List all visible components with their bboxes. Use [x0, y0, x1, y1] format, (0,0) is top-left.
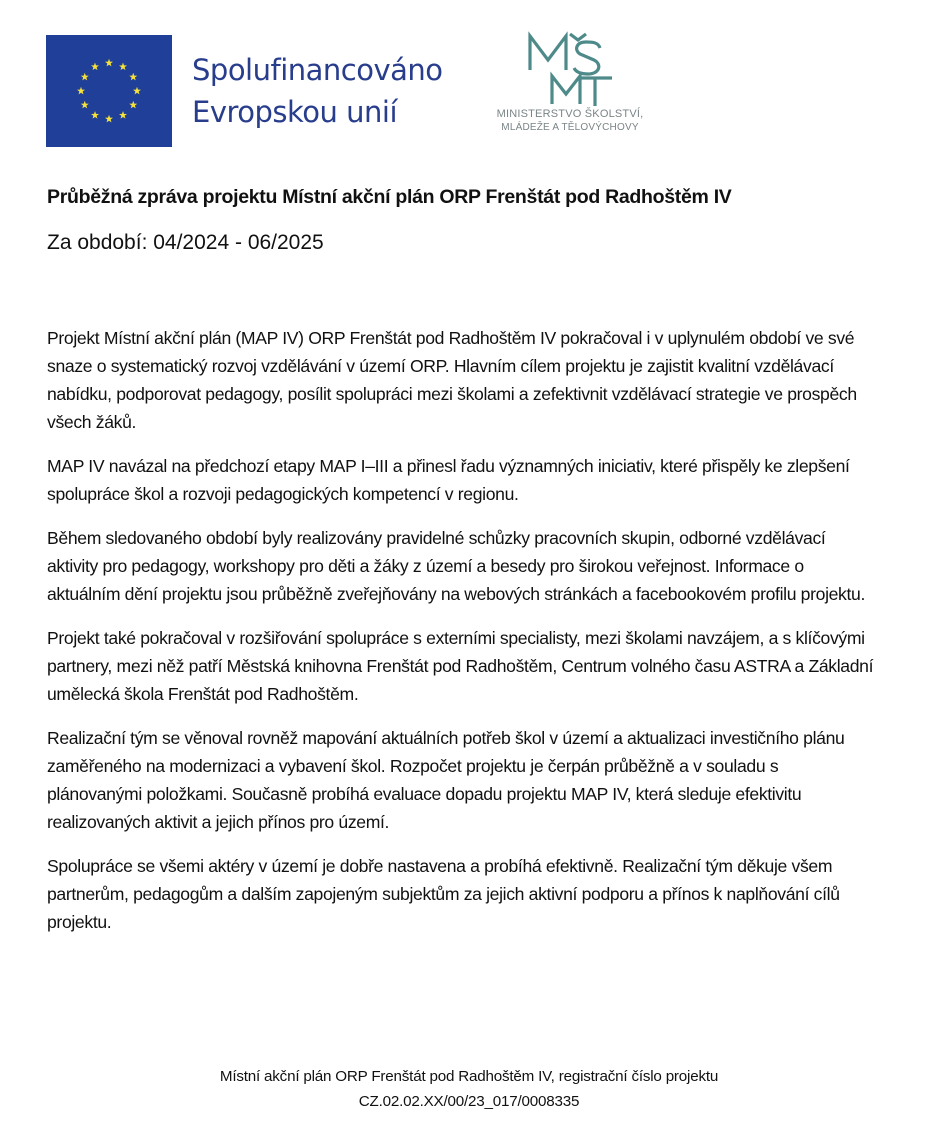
- report-document: [47, 180, 877, 952]
- eu-flag-icon: [46, 35, 172, 147]
- paragraph-thanks: Spolupráce se všemi aktéry v území je dobře nastavena a probíhá efektivně. Realizační tým děkuje všem partnerům, pedagogům a dalším zapojeným subjektům za jejich aktivní podporu a přínos k naplňování cílů projektu.: [47, 856, 840, 932]
- footer-registration-number: CZ.02.02.XX/00/23_017/0008335: [358, 1093, 580, 1110]
- eu-star-icon: [129, 101, 137, 109]
- footer-project-name: Místní akční plán ORP Frenštát pod Radhoštěm IV, registrační číslo projektu: [219, 1068, 719, 1085]
- eu-star-icon: [119, 63, 127, 71]
- page-header: [0, 0, 938, 160]
- eu-star-icon: [81, 73, 89, 81]
- eu-star-icon: [119, 111, 127, 119]
- msmt-logo-text: [470, 108, 670, 134]
- eu-star-icon: [133, 87, 141, 95]
- msmt-monogram-icon: [522, 30, 618, 108]
- eu-star-icon: [105, 59, 113, 67]
- paragraph-mapping-budget: Realizační tým se věnoval rovněž mapování aktuálních potřeb škol v území a aktualizaci investičního plánu zaměřeného na modernizaci a vybavení škol. Rozpočet projektu je čerpán průběžně a v souladu s plánovanými položkami. Současně probíhá evaluace dopadu projektu MAP IV, která sleduje efektivitu realizovaných aktivit a jejich přínos pro území.: [47, 728, 845, 832]
- report-title: Průběžná zpráva projektu Místní akční plán ORP Frenštát pod Radhoštěm IV: [47, 186, 732, 208]
- report-body: [47, 324, 877, 936]
- eu-star-icon: [91, 63, 99, 71]
- eu-star-icon: [91, 111, 99, 119]
- eu-logo-line2: Evropskou unií: [192, 95, 398, 129]
- eu-cofunded-logo: [46, 34, 443, 148]
- eu-star-icon: [129, 73, 137, 81]
- msmt-logo: [470, 30, 670, 150]
- eu-star-icon: [77, 87, 85, 95]
- page-footer: [0, 1064, 938, 1114]
- report-period: Za období: 04/2024 - 06/2025: [47, 231, 324, 254]
- msmt-logo-line2: MLÁDEŽE A TĚLOVÝCHOVY: [501, 122, 639, 133]
- msmt-logo-line1: MINISTERSTVO ŠKOLSTVÍ,: [496, 108, 644, 120]
- eu-logo-line1: Spolufinancováno: [192, 53, 443, 87]
- eu-star-icon: [81, 101, 89, 109]
- paragraph-activities: Během sledovaného období byly realizovány pravidelné schůzky pracovních skupin, odborné vzdělávací aktivity pro pedagogy, workshopy pro děti a žáky z území a besedy pro širokou veřejnost. Informace o aktuálním dění projektu jsou průběžně zveřejňovány na webových stránkách a facebookovém profilu projektu.: [47, 528, 866, 604]
- eu-logo-text: [192, 49, 443, 133]
- paragraph-intro: Projekt Místní akční plán (MAP IV) ORP Frenštát pod Radhoštěm IV pokračoval i v uplynulém období ve své snaze o systematický rozvoj vzdělávání v území ORP. Hlavním cílem projektu je zajistit kvalitní vzdělávací nabídku, podporovat pedagogy, posílit spolupráci mezi školami a zefektivnit vzdělávací strategie ve prospěch všech žáků.: [47, 328, 857, 432]
- paragraph-previous-stages: MAP IV navázal na předchozí etapy MAP I–III a přinesl řadu významných iniciativ, které přispěly ke zlepšení spolupráce škol a rozvoji pedagogických kompetencí v regionu.: [47, 456, 850, 504]
- eu-star-icon: [105, 115, 113, 123]
- paragraph-partners: Projekt také pokračoval v rozšiřování spolupráce s externími specialisty, mezi školami navzájem, a s klíčovými partnery, mezi něž patří Městská knihovna Frenštát pod Radhoštěm, Centrum volného času ASTRA a Základní umělecká škola Frenštát pod Radhoštěm.: [47, 628, 874, 704]
